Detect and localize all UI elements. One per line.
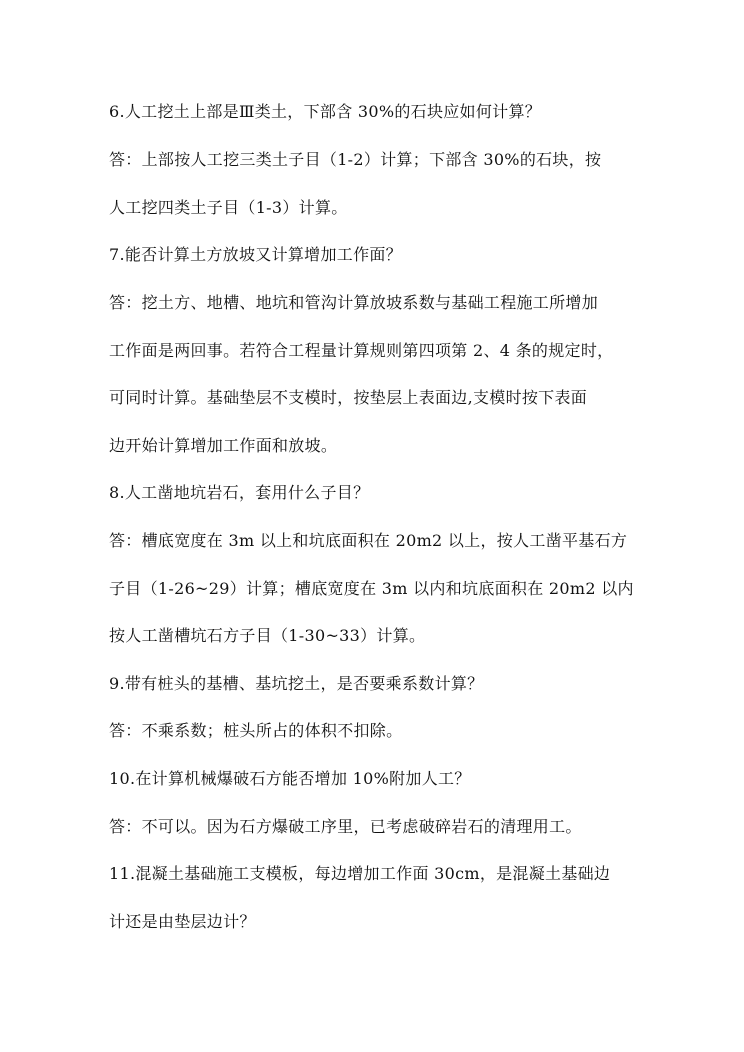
question-11-line-1: 11.混凝土基础施工支模板，每边增加工作面 30cm，是混凝土基础边 (109, 864, 611, 883)
question-6: 6.人工挖土上部是Ⅲ类土，下部含 30%的石块应如何计算？ (109, 102, 542, 121)
question-7: 7.能否计算土方放坡又计算增加工作面？ (109, 245, 402, 264)
answer-7-line-3: 可同时计算。基础垫层不支模时，按垫层上表面边,支模时按下表面 (109, 388, 588, 407)
question-8: 8.人工凿地坑岩石，套用什么子目？ (109, 483, 370, 502)
answer-7-line-1: 答：挖土方、地槽、地坑和管沟计算放坡系数与基础工程施工所增加 (109, 293, 599, 312)
answer-10: 答：不可以。因为石方爆破工序里，已考虑破碎岩石的清理用工。 (109, 817, 582, 836)
question-9: 9.带有桩头的基槽、基坑挖土，是否要乘系数计算？ (109, 674, 484, 693)
question-10: 10.在计算机械爆破石方能否增加 10%附加人工？ (109, 769, 471, 788)
answer-6-line-2: 人工挖四类土子目（1-3）计算。 (109, 198, 348, 217)
answer-7-line-2: 工作面是两回事。若符合工程量计算规则第四项第 2、4 条的规定时， (109, 341, 614, 360)
question-11-line-2: 计还是由垫层边计？ (109, 912, 256, 931)
answer-8-line-3: 按人工凿槽坑石方子目（1-30~33）计算。 (109, 626, 426, 645)
answer-8-line-1: 答：槽底宽度在 3m 以上和坑底面积在 20m2 以上，按人工凿平基石方 (109, 531, 628, 550)
answer-6-line-1: 答：上部按人工挖三类土子目（1-2）计算；下部含 30%的石块，按 (109, 150, 602, 169)
answer-9: 答：不乘系数；桩头所占的体积不扣除。 (109, 721, 403, 740)
answer-8-line-2: 子目（1-26~29）计算；槽底宽度在 3m 以内和坑底面积在 20m2 以内 (109, 579, 634, 598)
answer-7-line-4: 边开始计算增加工作面和放坡。 (109, 436, 338, 455)
